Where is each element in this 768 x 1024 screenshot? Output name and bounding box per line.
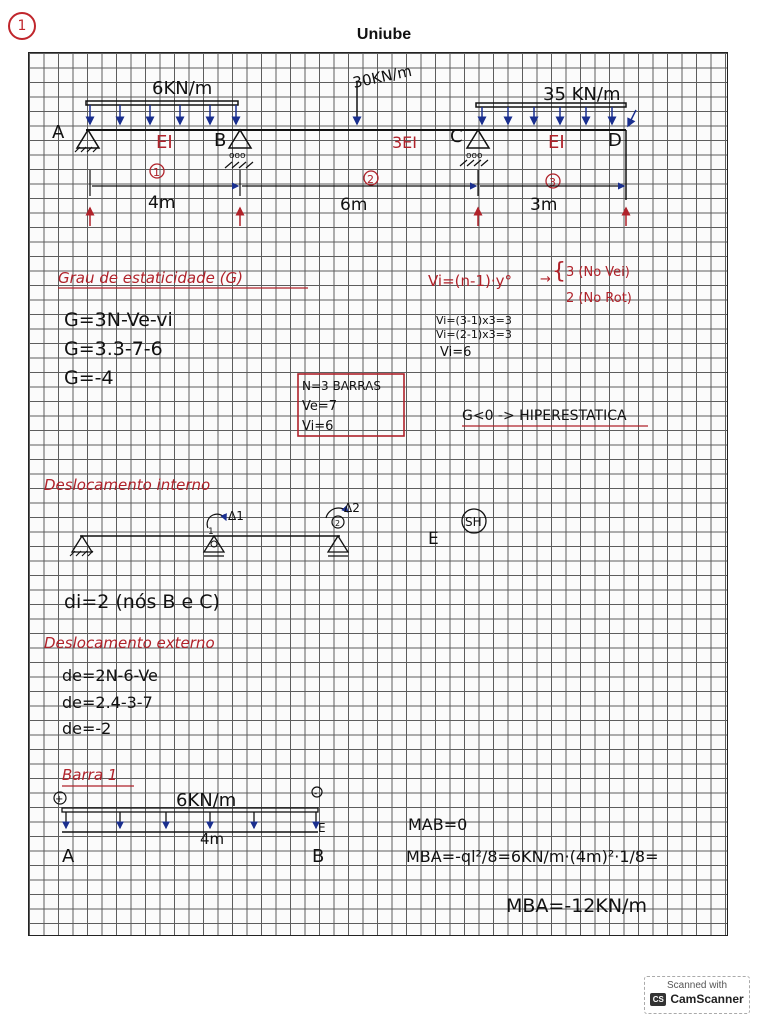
rotation-1-arrow <box>207 514 226 528</box>
load-label-point: 30KN/m <box>351 61 414 92</box>
scanned-with-label: Scanned with <box>666 980 728 991</box>
beam-diagram <box>52 62 636 226</box>
page-number-circle: 1 <box>8 12 36 40</box>
bar1-length: 4m <box>200 830 225 848</box>
external-displacement-section <box>44 634 215 738</box>
span-3-length: 3m <box>530 195 558 215</box>
internal-displacement-title: Deslocamento interno <box>44 476 211 494</box>
stiffness-bar-1: EI <box>156 132 173 153</box>
hyperstatic-result: G<0 -> HIPERESTATICA <box>462 408 627 424</box>
note-e: E <box>428 529 439 549</box>
de-equation-2: de=2.4-3-7 <box>62 693 153 712</box>
vi-option-2: 2 (No Rot) <box>566 291 632 306</box>
moment-ab: MAB=0 <box>408 815 468 834</box>
moment-ba-formula: MBA=-ql²/8=6KN/m·(4m)²·1/8= <box>406 847 659 866</box>
g-equation-2: G=3.3-7-6 <box>64 338 163 360</box>
bar-number-3: 3 <box>549 176 556 189</box>
box-line-ve: Ve=7 <box>302 399 338 414</box>
vi-calc-3: Vi=6 <box>440 345 472 360</box>
node-c: C <box>450 126 463 147</box>
de-equation-3: de=-2 <box>62 719 112 738</box>
support-b-rollers: ooo <box>229 151 246 161</box>
delta-1-label: Δ1 <box>228 509 244 523</box>
bar1-title: Barra 1 <box>62 766 118 784</box>
bar1-node-a: A <box>62 846 75 867</box>
bar1-load-label: 6KN/m <box>176 790 237 811</box>
box-line-vi: Vi=6 <box>302 419 334 434</box>
span-1-length: 4m <box>148 193 176 213</box>
camscanner-logo-icon: CS <box>650 993 666 1006</box>
svg-text:{: { <box>552 259 566 284</box>
arrow-to-options: → <box>540 272 551 287</box>
bar1-section <box>54 766 659 917</box>
load-label-right: 35 KN/m <box>543 84 621 105</box>
rotation-2-node: 2 <box>335 519 341 528</box>
static-degree-section <box>58 259 648 436</box>
stiffness-bar-3: EI <box>548 132 565 153</box>
camscanner-name: CamScanner <box>670 992 744 1006</box>
di-equation: di=2 (nós B e C) <box>64 591 220 613</box>
rotation-1-node: 1 <box>208 527 214 537</box>
bar-number-2: 2 <box>367 173 374 186</box>
stiffness-bar-2: 3EI <box>392 133 418 152</box>
bar1-minus-sign: - <box>314 789 318 799</box>
vi-formula: Vi=(n-1)·y° <box>428 272 512 290</box>
bar1-end-label: E <box>318 821 326 835</box>
node-b: B <box>214 130 227 151</box>
vi-calc-1: Vi=(3-1)x3=3 <box>436 314 512 327</box>
vi-option-1: 3 (No Vei) <box>566 265 630 280</box>
g-equation-1: G=3N-Ve-vi <box>64 309 173 331</box>
support-a-pin <box>77 130 99 148</box>
node-a: A <box>52 122 65 143</box>
camscanner-watermark <box>644 976 750 1014</box>
node-d: D <box>608 130 622 151</box>
note-sh: SH <box>465 515 482 529</box>
moment-ba-result: MBA=-12KN/m <box>506 895 647 917</box>
bar-number-1: 1 <box>153 166 160 179</box>
vi-calc-2: Vi=(2-1)x3=3 <box>436 328 512 341</box>
box-line-n: N=3 BARRAS <box>302 379 381 393</box>
g-equation-3: G=-4 <box>64 367 114 389</box>
bar1-plus-sign: + <box>55 794 64 805</box>
span-2-length: 6m <box>340 195 368 215</box>
support-b-roller <box>229 130 251 148</box>
delta-2-label: Δ2 <box>344 501 360 515</box>
support-c-rollers: ooo <box>466 151 483 161</box>
load-label-left: 6KN/m <box>152 78 213 99</box>
external-displacement-title: Deslocamento externo <box>44 634 215 652</box>
internal-displacement-section <box>44 476 486 613</box>
page-header-title: Uniube <box>356 26 412 43</box>
bar1-node-b: B <box>312 846 325 867</box>
support-c-roller <box>467 130 489 148</box>
de-equation-1: de=2N-6-Ve <box>62 666 158 685</box>
static-degree-title: Grau de estaticidade (G) <box>58 269 243 287</box>
distributed-load-left <box>86 101 238 105</box>
